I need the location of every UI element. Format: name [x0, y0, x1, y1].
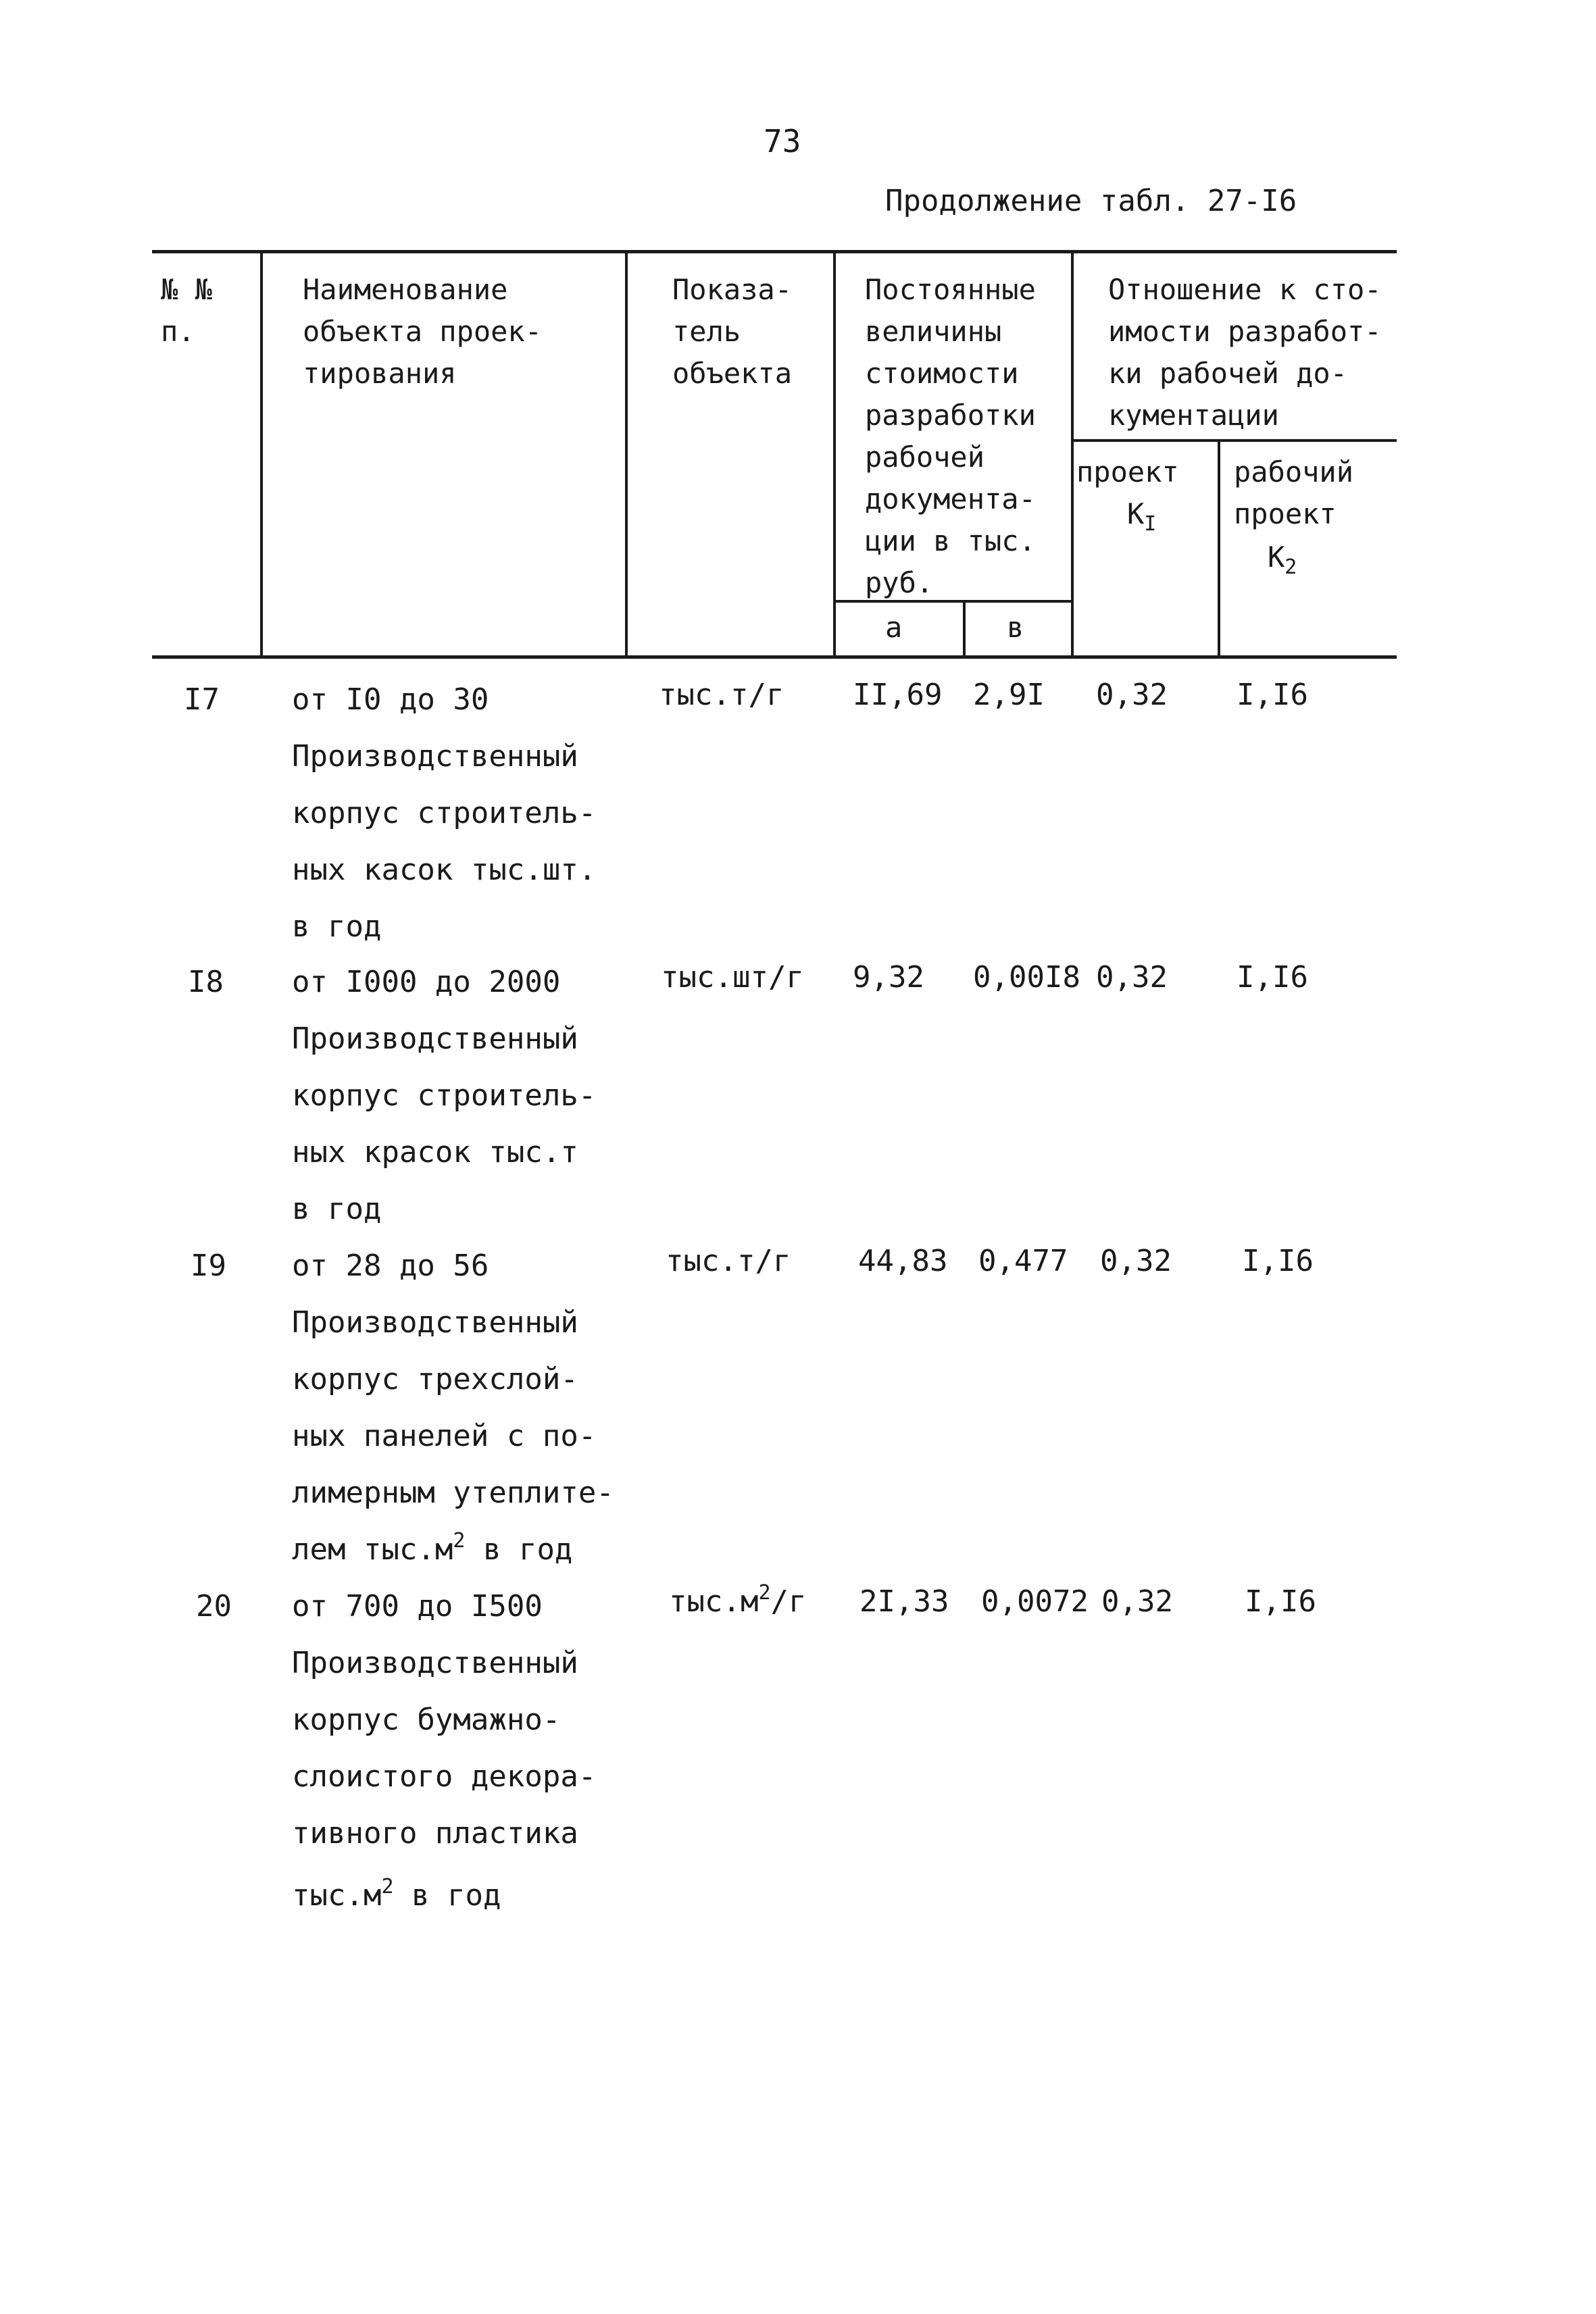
row-name-line: корпус бумажно-	[292, 1703, 561, 1737]
name-unit-suffix: в год	[393, 1878, 501, 1913]
page-number: 73	[764, 123, 801, 159]
row-k2: I,I6	[1237, 960, 1308, 995]
row-name-line: Производственный	[292, 739, 578, 774]
row-indicator: тыс.т/г	[659, 678, 784, 712]
row-constant-a: 9,32	[853, 960, 924, 995]
ratio-subheader-divider	[1218, 441, 1220, 657]
row-indicator: тыс.т/г	[666, 1244, 791, 1278]
row-constant-b: 2,9I	[973, 678, 1045, 712]
row-name-line: Производственный	[292, 1305, 578, 1340]
name-unit-text: тыс.м	[292, 1878, 382, 1913]
indicator-unit-text: тыс.м	[669, 1584, 759, 1619]
row-constant-a: II,69	[853, 678, 943, 712]
name-unit-superscript: 2	[381, 1875, 394, 1898]
header-divider-3	[833, 251, 836, 657]
row-constant-a: 2I,33	[859, 1584, 949, 1619]
row-name-line: ных красок тыс.т	[292, 1135, 578, 1169]
table-top-rule	[152, 250, 1397, 253]
row-name-line: в год	[292, 909, 382, 944]
row-name-line: Производственный	[292, 1022, 578, 1056]
working-k-letter: К	[1268, 540, 1285, 574]
row-number: I8	[188, 965, 224, 999]
name-unit-text: лем тыс.м	[292, 1532, 453, 1567]
row-indicator: тыс.шт/г	[661, 960, 804, 995]
header-project-coefficient	[1127, 493, 1156, 535]
row-k2: I,I6	[1237, 678, 1308, 712]
row-k1: 0,32	[1101, 1584, 1173, 1619]
row-name-line: тивного пластика	[292, 1816, 578, 1851]
header-divider-4	[1071, 251, 1074, 657]
row-name-line: Производственный	[292, 1646, 578, 1680]
row-constant-a: 44,83	[858, 1244, 948, 1278]
table-continuation-label: Продолжение табл. 27-I6	[885, 184, 1297, 218]
header-object-name: Наименование объекта проек- тирования	[303, 273, 543, 390]
working-k-subscript: 2	[1285, 555, 1297, 579]
project-k-letter: К	[1127, 497, 1145, 530]
row-name-line: корпус строитель-	[292, 1078, 597, 1113]
header-constant-b: в	[1007, 611, 1024, 644]
row-number: 20	[196, 1589, 232, 1624]
row-k1: 0,32	[1096, 678, 1168, 712]
row-number: I7	[184, 682, 220, 717]
header-working-project: рабочий проект	[1234, 455, 1354, 530]
indicator-unit-suffix: /г	[770, 1584, 807, 1619]
header-divider-2	[625, 251, 628, 657]
row-indicator	[669, 1581, 807, 1619]
row-k2: I,I6	[1242, 1244, 1314, 1278]
project-k-subscript: I	[1144, 512, 1157, 536]
header-divider-1	[260, 251, 263, 657]
row-name-line: ных касок тыс.шт.	[292, 853, 597, 887]
header-working-coefficient	[1268, 536, 1297, 578]
header-constant-values: Постоянные величины стоимости разработки рабочей документа- ции в тыс. руб.	[865, 273, 1036, 599]
row-name-line: от I000 до 2000	[292, 965, 561, 999]
header-row-number: № № п.	[161, 273, 212, 348]
row-name-line: ных панелей с по-	[292, 1419, 597, 1453]
name-unit-superscript: 2	[453, 1529, 466, 1553]
row-name-line: от 700 до I500	[292, 1589, 543, 1624]
indicator-unit-superscript: 2	[758, 1581, 771, 1605]
table-header-bottom-rule	[152, 655, 1397, 659]
row-number: I9	[191, 1249, 226, 1283]
row-k2: I,I6	[1245, 1584, 1316, 1619]
constants-subheader-divider	[963, 601, 966, 657]
row-name-line: лимерным утеплите-	[292, 1476, 614, 1510]
row-k1: 0,32	[1100, 1244, 1172, 1278]
row-name-line: слоистого декора-	[292, 1759, 597, 1794]
row-k1: 0,32	[1096, 960, 1168, 995]
row-constant-b: 0,0072	[981, 1584, 1089, 1619]
row-name-line-with-unit	[292, 1529, 573, 1567]
row-constant-b: 0,477	[978, 1244, 1068, 1278]
header-constant-a: а	[885, 611, 903, 644]
row-name-line: от 28 до 56	[292, 1249, 489, 1283]
row-name-line-with-unit	[292, 1875, 501, 1913]
row-name-line: корпус трехслой-	[292, 1362, 578, 1397]
name-unit-suffix: в год	[465, 1532, 573, 1567]
header-object-indicator: Показа- тель объекта	[672, 273, 793, 390]
ratio-subheader-rule	[1071, 439, 1397, 442]
row-name-line: корпус строитель-	[292, 796, 597, 830]
header-project: проект	[1076, 455, 1179, 488]
header-cost-ratio: Отношение к сто- имости разработ- ки рабочей до- кументации	[1108, 273, 1382, 432]
row-name-line: от I0 до 30	[292, 682, 489, 717]
row-name-line: в год	[292, 1192, 382, 1226]
row-constant-b: 0,00I8	[973, 960, 1080, 995]
